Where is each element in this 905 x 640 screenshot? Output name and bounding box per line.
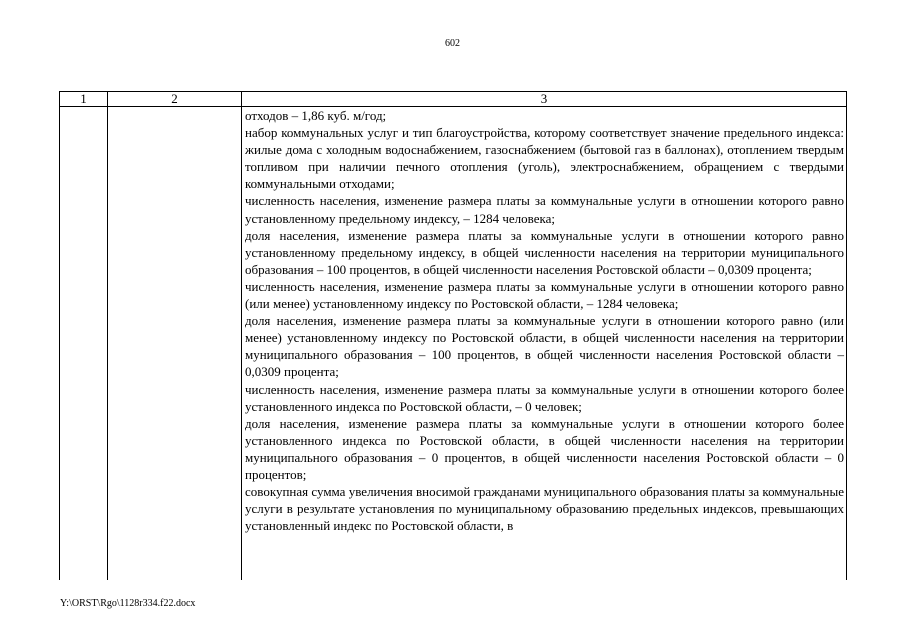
header-cell-3: 3 bbox=[242, 92, 847, 107]
paragraph: набор коммунальных услуг и тип благоустройства, которому соответствует значение предельного индекса: жилые дома с холодным водоснабжением, газоснабжением (бытовой газ в баллонах), отоплением твердым топливом при наличии печного отопления (уголь), электроснабжением, обращением с твердыми коммунальными отходами; bbox=[245, 125, 844, 192]
paragraph: доля населения, изменение размера платы за коммунальные услуги в отношении которого более установленного индекса по Ростовской области, в общей численности населения на территории муниципального образования – 0 процентов, в общей численности населения Ростовской области – 0 процентов; bbox=[245, 415, 844, 482]
table-body-row bbox=[60, 107, 847, 581]
paragraph: численность населения, изменение размера платы за коммунальные услуги в отношении которого равно (или менее) установленному индексу по Ростовской области, – 1284 человека; bbox=[245, 278, 844, 312]
document-table bbox=[59, 91, 847, 580]
body-cell-3 bbox=[242, 107, 847, 581]
paragraph: численность населения, изменение размера платы за коммунальные услуги в отношении которого равно установленному предельному индексу, – 1284 человека; bbox=[245, 193, 844, 226]
page-number: 602 bbox=[445, 38, 460, 49]
footer-file-path: Y:\ORST\Rgo\1128r334.f22.docx bbox=[60, 598, 196, 609]
header-cell-2: 2 bbox=[108, 92, 242, 107]
paragraph: численность населения, изменение размера платы за коммунальные услуги в отношении которого более установленного индекса по Ростовской области, – 0 человек; bbox=[245, 381, 844, 414]
table-header-row bbox=[60, 92, 847, 107]
paragraph: доля населения, изменение размера платы за коммунальные услуги в отношении которого равно установленному предельному индексу, в общей численности населения на территории муниципального образования – 100 процентов, в общей численности населения Ростовской области – 0,0309 процента; bbox=[245, 227, 844, 277]
body-cell-1 bbox=[60, 107, 108, 581]
header-cell-1: 1 bbox=[60, 92, 108, 107]
paragraph: доля населения, изменение размера платы за коммунальные услуги в отношении которого равно (или менее) установленному индексу по Ростовской области, в общей численности населения на территории муниципального образования – 100 процентов, в общей численности населения Ростовской области – 0,0309 процента; bbox=[245, 313, 844, 380]
paragraph: отходов – 1,86 куб. м/год; bbox=[245, 108, 387, 123]
paragraph: совокупная сумма увеличения вносимой гражданами муниципального образования платы за коммунальные услуги в результате установления по муниципальному образованию предельных индексов, превышающих установленный индекс по Ростовской области, в bbox=[245, 484, 844, 534]
body-cell-2 bbox=[108, 107, 242, 581]
cell-content bbox=[242, 107, 846, 534]
